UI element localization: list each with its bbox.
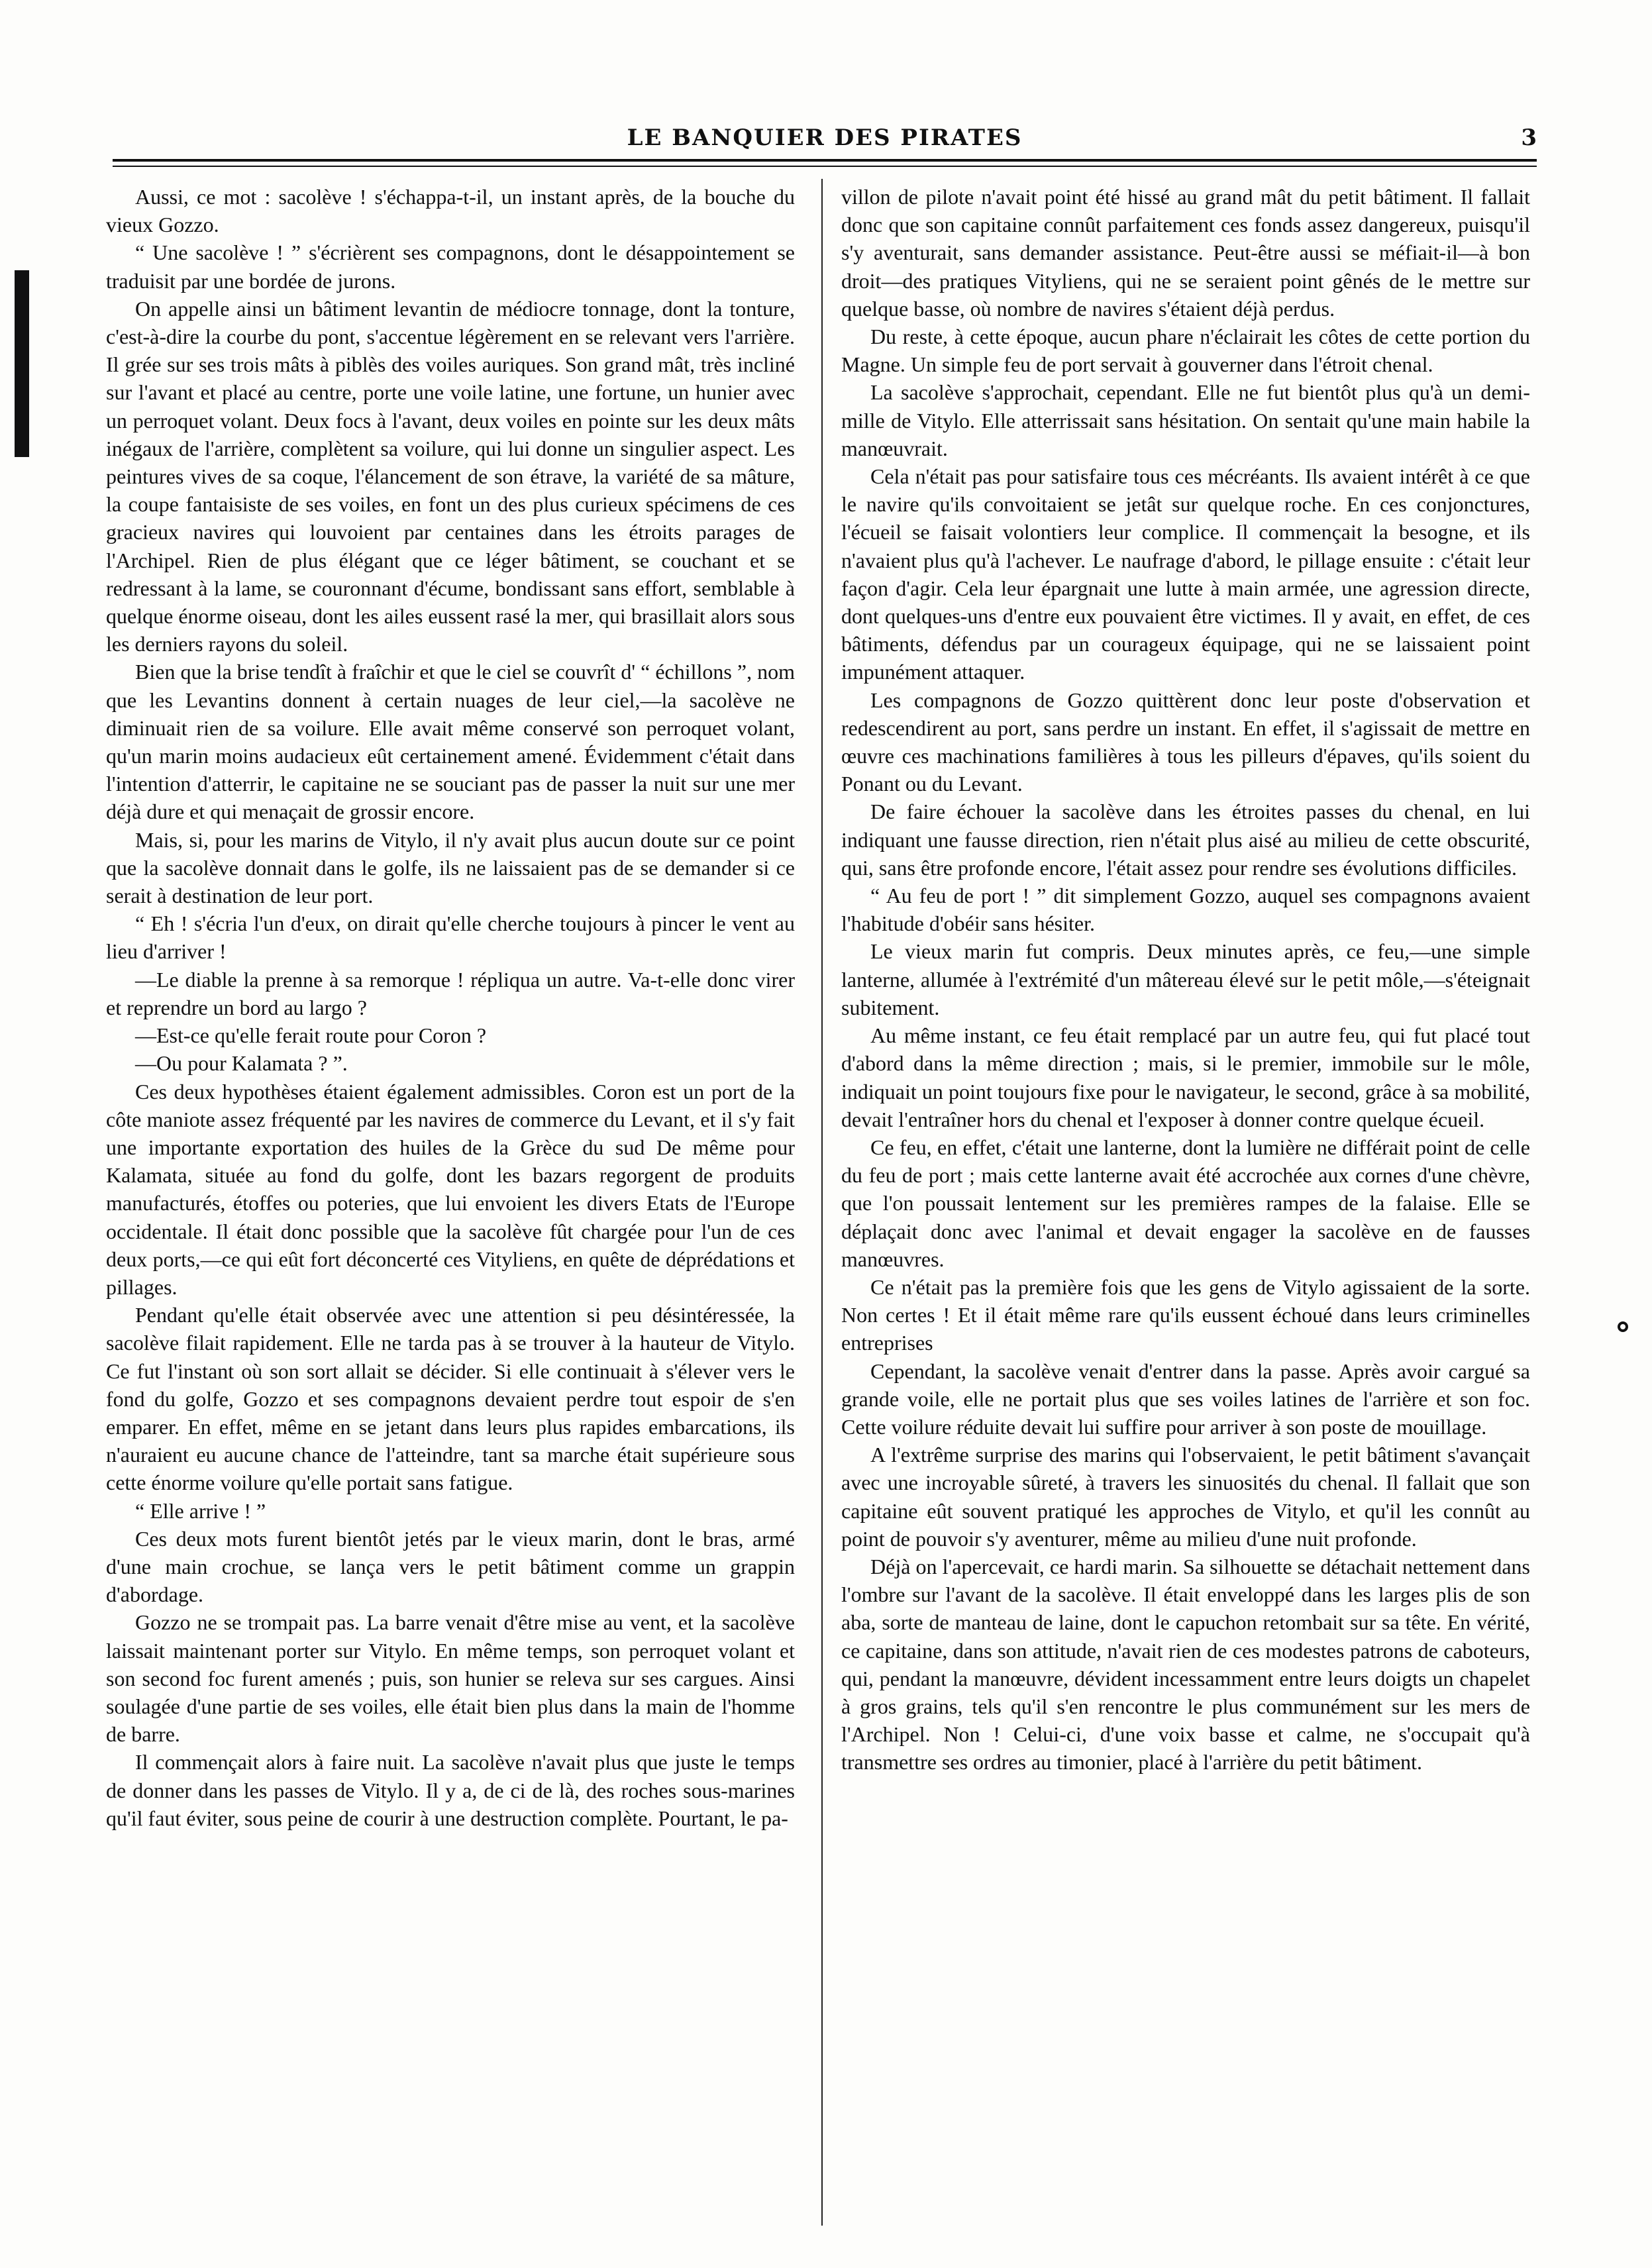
paragraph: Cela n'était pas pour satisfaire tous ces mécréants. Ils avaient intérêt à ce que le navire qu'ils convoitaient se jetât sur quelque roche. En ces conjonctures, l'écueil se faisait volontiers leur complice. Il commençait la besogne, et ils n'avaient plus qu'à l'achever. Le naufrage d'abord, le pillage ensuite : c'était leur façon d'agir. Cela leur épargnait une lutte à main armée, une agression directe, dont quelques-uns d'entre eux pouvaient être victimes. Il y avait, en effet, de ces bâtiments, défendus par un courageux équipage, qui ne se laissaient point impunément attaquer. xyxy=(841,464,1530,684)
paragraph: De faire échouer la sacolève dans les étroites passes du chenal, en lui indiquant une fausse direction, rien n'était plus aisé au milieu de cette obscurité, qui, sans être profonde encore, l'était assez pour rendre ses évolutions difficiles. xyxy=(841,799,1530,880)
paragraph: Ces deux hypothèses étaient également admissibles. Coron est un port de la côte maniote assez fréquenté par les navires de commerce du Levant, et il s'y fait une importante exportation des huiles de la Grèce du sud De même pour Kalamata, située au fond du golfe, dont les bazars regorgent de produits manufacturés, étoffes ou poteries, que lui envoient les divers Etats de l'Europe occidentale. Il était donc possible que la sacolève fût chargée pour l'un de ces deux ports,—ce qui eût fort déconcerté ces Vityliens, en quête de déprédations et pillages. xyxy=(106,1079,795,1299)
paragraph: “ Elle arrive ! ” xyxy=(135,1498,266,1523)
paragraph: “ Eh ! s'écria l'un d'eux, on dirait qu'elle cherche toujours à pincer le vent au lieu d'arriver ! xyxy=(106,911,795,964)
paragraph: Gozzo ne se trompait pas. La barre venait d'être mise au vent, et la sacolève laissait maintenant porter sur Vitylo. En même temps, son perroquet volant et son second foc furent amenés ; puis, son hunier se releva sur ses cargues. Ainsi soulagée d'une partie de ses voiles, elle était bien plus dans la main de l'homme de barre. xyxy=(106,1610,795,1747)
paragraph: —Le diable la prenne à sa remorque ! répliqua un autre. Va-t-elle donc virer et reprendre un bord au largo ? xyxy=(106,967,795,1019)
paragraph: Mais, si, pour les marins de Vitylo, il n'y avait plus aucun doute sur ce point que la sacolève donnait dans le golfe, ils ne laissaient pas de se demander si ce serait à destination de leur port. xyxy=(106,827,795,908)
paragraph: Le vieux marin fut compris. Deux minutes après, ce feu,—une simple lanterne, allumée à l'extrémité d'un mâtereau élevé sur le petit môle,—s'éteignait subitement. xyxy=(841,939,1530,1019)
page-header xyxy=(113,125,1537,158)
paragraph: —Ou pour Kalamata ? ”. xyxy=(135,1051,348,1076)
paragraph: Il commençait alors à faire nuit. La sacolève n'avait plus que juste le temps de donner dans les passes de Vitylo. Il y a, de ci de là, des roches sous-marines qu'il faut éviter, sous peine de courir à une destruction complète. Pourtant, le pa- xyxy=(106,1750,795,1830)
margin-ink-mark xyxy=(15,270,29,457)
margin-ring-mark xyxy=(1618,1321,1628,1332)
paragraph: A l'extrême surprise des marins qui l'observaient, le petit bâtiment s'avançait avec une incroyable sûreté, à travers les sinuosités du chenal. Il fallait que son capitaine eût souvent pratiqué les approches de Vitylo, et qu'il les connût au point de pouvoir s'y aventurer, même au milieu d'une nuit profonde. xyxy=(841,1443,1530,1551)
paragraph: “ Une sacolève ! ” s'écrièrent ses compagnons, dont le désappointement se traduisit par une bordée de jurons. xyxy=(106,240,795,293)
paragraph: villon de pilote n'avait point été hissé au grand mât du petit bâtiment. Il fallait donc que son capitaine connût parfaitement ces fonds assez dangereux, puisqu'il s'y aventurait, sans demander assistance. Peut-être aussi se méfiait-il—à bon droit—des pratiques Vityliens, qui ne se seraient point gênés de le mettre sur quelque basse, où nombre de navires s'étaient déjà perdus. xyxy=(841,185,1530,321)
paragraph: Cependant, la sacolève venait d'entrer dans la passe. Après avoir cargué sa grande voile, elle ne portait plus que ses voiles latines de l'arrière et son foc. Cette voilure réduite devait lui suffire pour arriver à son poste de mouillage. xyxy=(841,1359,1530,1439)
column-divider xyxy=(821,179,823,2226)
paragraph: Ce feu, en effet, c'était une lanterne, dont la lumière ne différait point de celle du feu de port ; mais cette lanterne avait été accrochée aux cornes d'une chèvre, que l'on poussait lentement sur les premières rampes de la falaise. Elle se déplaçait donc avec l'animal et devait engager la sacolève en de fausses manœuvres. xyxy=(841,1135,1530,1271)
paragraph: Les compagnons de Gozzo quittèrent donc leur poste d'observation et redescendirent au port, sans perdre un instant. En effet, il s'agissait de mettre en œuvre ces machinations familières à tous les pilleurs d'épaves, qu'ils soient du Ponant ou du Levant. xyxy=(841,688,1530,796)
running-title: LE BANQUIER DES PIRATES xyxy=(627,125,1023,151)
paragraph: Déjà on l'apercevait, ce hardi marin. Sa silhouette se détachait nettement dans l'ombre sur l'avant de la sacolève. Il était enveloppé dans les larges plis de son aba, sorte de manteau de laine, dont le capuchon retombait sur sa tête. En vérité, ce capitaine, dans son attitude, n'avait rien de ces modestes patrons de caboteurs, qui, pendant la manœuvre, dévident incessamment entre leurs doigts un chapelet à gros grains, tels qu'il s'en rencontre le plus communément sur les mers de l'Archipel. Non ! Celui-ci, d'une voix basse et calme, ne s'occupait qu'à transmettre ses ordres au timonier, placé à l'arrière du petit bâtiment. xyxy=(841,1554,1530,1775)
paragraph: La sacolève s'approchait, cependant. Elle ne fut bientôt plus qu'à un demi-mille de Vitylo. Elle atterrissait sans hésitation. On sentait qu'une main habile la manœuvrait. xyxy=(841,380,1530,460)
right-column xyxy=(841,183,1530,2223)
paragraph: Ce n'était pas la première fois que les gens de Vitylo agissaient de la sorte. Non certes ! Et il était même rare qu'ils eussent échoué dans leurs criminelles entreprises xyxy=(841,1274,1530,1355)
left-column xyxy=(106,183,795,2223)
paragraph: Bien que la brise tendît à fraîchir et que le ciel se couvrît d' “ échillons ”, nom que les Levantins donnent à certain nuages de leur ciel,—la sacolève ne diminuait rien de sa voilure. Elle avait même conservé son perroquet volant, qu'un marin moins audacieux eût certainement amené. Évidemment c'était dans l'intention d'atterrir, le capitaine ne se souciant pas de passer la nuit sur une mer déjà dure et qui menaçait de grossir encore. xyxy=(106,660,795,824)
paragraph: Aussi, ce mot : sacolève ! s'échappa-t-il, un instant après, de la bouche du vieux Gozzo. xyxy=(106,185,795,237)
page-number: 3 xyxy=(1521,125,1537,151)
paragraph: Pendant qu'elle était observée avec une attention si peu désintéressée, la sacolève filait rapidement. Elle ne tarda pas à se trouver à la hauteur de Vitylo. Ce fut l'instant où son sort allait se décider. Si elle continuait à s'élever vers le fond du golfe, Gozzo et ses compagnons devaient perdre tout espoir de s'en emparer. En effet, même en se jetant dans leurs plus rapides embarcations, ils n'auraient eu aucune chance de l'atteindre, tant sa marche était supérieure sous cette énorme voilure qu'elle portait sans fatigue. xyxy=(106,1303,795,1495)
paragraph: Au même instant, ce feu était remplacé par un autre feu, qui fut placé tout d'abord dans la même direction ; mais, si le premier, immobile sur le môle, indiquait un point toujours fixe pour le navigateur, le second, grâce à sa mobilité, devait l'entraîner hors du chenal et l'exposer à donner contre quelque écueil. xyxy=(841,1023,1530,1131)
header-rule-thick xyxy=(113,159,1537,162)
paragraph: On appelle ainsi un bâtiment levantin de médiocre tonnage, dont la tonture, c'est-à-dire la courbe du pont, s'accentue légèrement en se relevant vers l'arrière. Il grée sur ses trois mâts à piblès des voiles auriques. Son grand mât, très incliné sur l'avant et placé au centre, porte une voile latine, une fortune, un hunier avec un perroquet volant. Deux focs à l'avant, deux voiles en pointe sur les deux mâts inégaux de l'arrière, complètent sa voilure, qui lui donne un singulier aspect. Les peintures vives de sa coque, l'élancement de son étrave, la variété de sa mâture, la coupe fantaisiste de ses voiles, en font un des plus curieux spécimens de ces gracieux navires qui louvoient par centaines dans les étroits parages de l'Archipel. Rien de plus élégant que ce léger bâtiment, se couchant et se redressant à la lame, se couronnant d'écume, bondissant sans effort, semblable à quelque énorme oiseau, dont les ailes eussent rasé la mer, qui brasillait alors sous les derniers rayons du soleil. xyxy=(106,296,795,656)
paragraph: “ Au feu de port ! ” dit simplement Gozzo, auquel ses compagnons avaient l'habitude d'obéir sans hésiter. xyxy=(841,884,1530,936)
header-rule-thin xyxy=(113,166,1537,167)
paragraph: Du reste, à cette époque, aucun phare n'éclairait les côtes de cette portion du Magne. Un simple feu de port servait à gouverner dans l'étroit chenal. xyxy=(841,325,1530,377)
paragraph: Ces deux mots furent bientôt jetés par le vieux marin, dont le bras, armé d'une main crochue, se lança vers le petit bâtiment comme un grappin d'abordage. xyxy=(106,1526,795,1607)
paragraph: —Est-ce qu'elle ferait route pour Coron ? xyxy=(135,1023,487,1048)
